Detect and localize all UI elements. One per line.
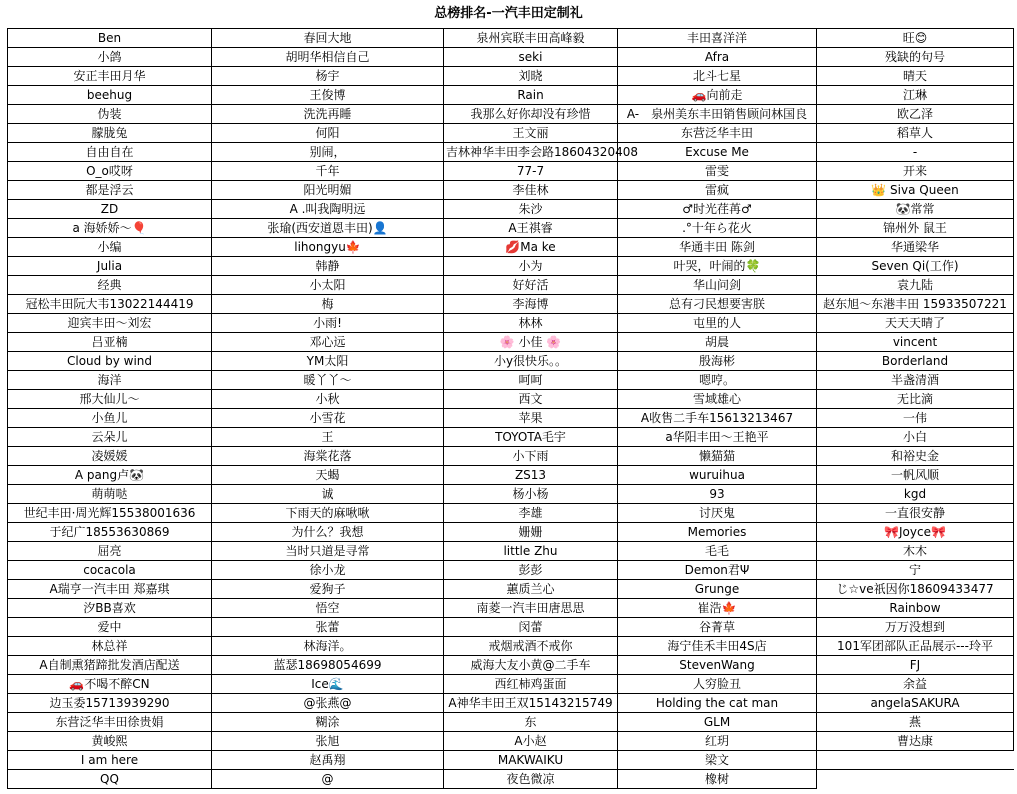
table-cell[interactable]: Cloud by wind: [8, 352, 212, 371]
ranking-table: [7, 28, 1014, 789]
table-cell[interactable]: 雪域雄心: [618, 390, 817, 409]
table-cell[interactable]: 小鱼儿: [8, 409, 212, 428]
table-cell[interactable]: 萌萌哒: [8, 485, 212, 504]
table-cell[interactable]: 下雨天的麻啾啾: [212, 504, 444, 523]
table-cell[interactable]: [817, 770, 1014, 789]
table-cell[interactable]: 小y很快乐。。: [444, 352, 618, 371]
table-cell[interactable]: a 海娇娇～🎈: [8, 219, 212, 238]
table-cell[interactable]: 张瑜(西安道恩丰田)👤: [212, 219, 444, 238]
table-cell[interactable]: 小鸽: [8, 48, 212, 67]
table-cell[interactable]: 胡晨: [618, 333, 817, 352]
table-cell[interactable]: 糊涂: [212, 713, 444, 732]
table-cell[interactable]: 谷菁草: [618, 618, 817, 637]
table-cell[interactable]: A .叫我陶明远: [212, 200, 444, 219]
table-cell[interactable]: TOYOTA毛宇: [444, 428, 618, 447]
table-row: [8, 542, 1014, 561]
table-cell[interactable]: @张燕@: [212, 694, 444, 713]
table-cell[interactable]: 林林: [444, 314, 618, 333]
table-cell[interactable]: Julia: [8, 257, 212, 276]
table-cell[interactable]: 诚: [212, 485, 444, 504]
table-cell[interactable]: 小雪花: [212, 409, 444, 428]
table-cell[interactable]: 悟空: [212, 599, 444, 618]
table-row: [8, 219, 1014, 238]
table-cell[interactable]: 戒烟戒酒不戒你: [444, 637, 618, 656]
table-cell[interactable]: Ice🌊: [212, 675, 444, 694]
table-cell[interactable]: wuruihua: [618, 466, 817, 485]
table-cell[interactable]: 天蝎: [212, 466, 444, 485]
table-cell[interactable]: 爱狗子: [212, 580, 444, 599]
table-cell[interactable]: 万万没想到: [817, 618, 1014, 637]
table-cell[interactable]: 红玥: [618, 732, 817, 751]
table-cell[interactable]: 101军团部队正品展示---玲平: [817, 637, 1014, 656]
table-cell[interactable]: 锦州外 鼠王: [817, 219, 1014, 238]
table-cell[interactable]: 橡树: [618, 770, 817, 789]
table-row: [8, 504, 1014, 523]
table-row: [8, 580, 1014, 599]
table-row: [8, 447, 1014, 466]
table-cell[interactable]: A- 泉州美东丰田销售顾问林国良: [618, 105, 817, 124]
table-cell[interactable]: 东: [444, 713, 618, 732]
table-cell[interactable]: Grunge: [618, 580, 817, 599]
table-cell[interactable]: 旺😊: [817, 29, 1014, 48]
table-cell[interactable]: 丰田喜洋洋: [618, 29, 817, 48]
table-cell[interactable]: 小雨!: [212, 314, 444, 333]
table-cell[interactable]: 刘晓: [444, 67, 618, 86]
table-cell[interactable]: 黄峻熙: [8, 732, 212, 751]
table-row: [8, 770, 1014, 789]
table-row: [8, 48, 1014, 67]
table-cell[interactable]: 千年: [212, 162, 444, 181]
table-cell[interactable]: 海宁佳禾丰田4S店: [618, 637, 817, 656]
table-cell[interactable]: 77-7: [444, 162, 618, 181]
table-cell[interactable]: 🚗不喝不醉CN: [8, 675, 212, 694]
table-cell[interactable]: 东营泛华丰田: [618, 124, 817, 143]
table-cell[interactable]: GLM: [618, 713, 817, 732]
table-row: [8, 732, 1014, 751]
table-cell[interactable]: Excuse Me: [618, 143, 817, 162]
table-row: [8, 238, 1014, 257]
table-row: [8, 637, 1014, 656]
table-cell[interactable]: 🚗向前走: [618, 86, 817, 105]
table-row: [8, 181, 1014, 200]
table-row: [8, 656, 1014, 675]
table-row: [8, 599, 1014, 618]
table-cell[interactable]: 宁: [817, 561, 1014, 580]
table-cell[interactable]: 汐BB喜欢: [8, 599, 212, 618]
table-cell[interactable]: 🎀Joyce🎀: [817, 523, 1014, 542]
table-cell[interactable]: Ben: [8, 29, 212, 48]
table-row: [8, 694, 1014, 713]
table-cell[interactable]: A王祺睿: [444, 219, 618, 238]
table-cell[interactable]: 北斗七星: [618, 67, 817, 86]
table-cell[interactable]: 屯里的人: [618, 314, 817, 333]
table-cell[interactable]: 小为: [444, 257, 618, 276]
table-cell[interactable]: 南菱一汽丰田唐思思: [444, 599, 618, 618]
table-cell[interactable]: StevenWang: [618, 656, 817, 675]
table-cell[interactable]: 我那么好你却没有珍惜: [444, 105, 618, 124]
table-cell[interactable]: 讨厌鬼: [618, 504, 817, 523]
table-cell[interactable]: 一伟: [817, 409, 1014, 428]
table-cell[interactable]: 李海博: [444, 295, 618, 314]
table-cell[interactable]: lihongyu🍁: [212, 238, 444, 257]
table-cell[interactable]: 袁九陆: [817, 276, 1014, 295]
table-cell[interactable]: 燕: [817, 713, 1014, 732]
table-cell[interactable]: -: [817, 143, 1014, 162]
table-row: [8, 124, 1014, 143]
table-cell[interactable]: 徐小龙: [212, 561, 444, 580]
table-cell[interactable]: 胡明华相信自己: [212, 48, 444, 67]
table-row: [8, 371, 1014, 390]
table-cell[interactable]: FJ: [817, 656, 1014, 675]
table-cell[interactable]: 邓心远: [212, 333, 444, 352]
table-row: [8, 29, 1014, 48]
table-cell[interactable]: 王俊博: [212, 86, 444, 105]
table-cell[interactable]: A神华丰田王双15143215749: [444, 694, 618, 713]
table-cell[interactable]: 赵禹翔: [212, 751, 444, 770]
table-cell[interactable]: 华通丰田 陈剑: [618, 238, 817, 257]
table-cell[interactable]: 小秋: [212, 390, 444, 409]
table-row: [8, 523, 1014, 542]
table-row: [8, 485, 1014, 504]
table-cell[interactable]: 泉州宾联丰田高峰毅: [444, 29, 618, 48]
table-cell[interactable]: 李雄: [444, 504, 618, 523]
table-cell[interactable]: 王文丽: [444, 124, 618, 143]
table-cell[interactable]: 苹果: [444, 409, 618, 428]
table-cell[interactable]: Demon君Ψ: [618, 561, 817, 580]
table-cell[interactable]: 一帆风顺: [817, 466, 1014, 485]
table-cell[interactable]: a华阳丰田～王艳平: [618, 428, 817, 447]
table-cell[interactable]: 🐼常常: [817, 200, 1014, 219]
table-cell[interactable]: じ☆ve祇因你18609433477: [817, 580, 1014, 599]
table-cell[interactable]: 东营泛华丰田徐贵娟: [8, 713, 212, 732]
table-cell[interactable]: A瑞亨一汽丰田 郑嘉琪: [8, 580, 212, 599]
table-cell[interactable]: 王: [212, 428, 444, 447]
table-cell[interactable]: 杨宇: [212, 67, 444, 86]
table-cell[interactable]: 屈亮: [8, 542, 212, 561]
table-cell[interactable]: ♂时光荏苒♂: [618, 200, 817, 219]
table-cell[interactable]: 好好活: [444, 276, 618, 295]
table-cell[interactable]: vincent: [817, 333, 1014, 352]
table-cell[interactable]: 张旭: [212, 732, 444, 751]
table-cell[interactable]: 93: [618, 485, 817, 504]
table-row: [8, 143, 1014, 162]
table-cell[interactable]: 于纪广18553630869: [8, 523, 212, 542]
table-cell[interactable]: 蓝瑟18698054699: [212, 656, 444, 675]
table-cell[interactable]: 和裕史金: [817, 447, 1014, 466]
table-cell[interactable]: 木木: [817, 542, 1014, 561]
table-row: [8, 466, 1014, 485]
table-cell[interactable]: 何阳: [212, 124, 444, 143]
table-row: [8, 295, 1014, 314]
table-cell[interactable]: 海棠花落: [212, 447, 444, 466]
table-cell[interactable]: 张蕾: [212, 618, 444, 637]
table-row: [8, 333, 1014, 352]
table-cell[interactable]: 梅: [212, 295, 444, 314]
table-cell[interactable]: angelaSAKURA: [817, 694, 1014, 713]
table-cell[interactable]: 梁文: [618, 751, 817, 770]
table-row: [8, 314, 1014, 333]
table-cell[interactable]: 总有刁民想要害朕: [618, 295, 817, 314]
table-cell[interactable]: 李佳林: [444, 181, 618, 200]
table-row: [8, 390, 1014, 409]
table-cell[interactable]: 无比滴: [817, 390, 1014, 409]
table-row: [8, 86, 1014, 105]
table-cell[interactable]: Memories: [618, 523, 817, 542]
table-cell[interactable]: 边玉委15713939290: [8, 694, 212, 713]
table-cell[interactable]: 林总祥: [8, 637, 212, 656]
table-cell[interactable]: 夜色微凉: [444, 770, 618, 789]
table-cell[interactable]: A小赵: [444, 732, 618, 751]
table-row: [8, 67, 1014, 86]
table-cell[interactable]: 安正丰田月华: [8, 67, 212, 86]
table-cell[interactable]: 晴天: [817, 67, 1014, 86]
table-cell[interactable]: 阳光明媚: [212, 181, 444, 200]
table-cell[interactable]: 赵东旭～东港丰田 15933507221: [817, 295, 1014, 314]
table-cell[interactable]: YM太阳: [212, 352, 444, 371]
table-row: [8, 675, 1014, 694]
table-cell[interactable]: 海洋: [8, 371, 212, 390]
table-cell[interactable]: 江琳: [817, 86, 1014, 105]
table-row: [8, 257, 1014, 276]
table-cell[interactable]: 曹达康: [817, 732, 1014, 751]
table-cell[interactable]: 别闹，: [212, 143, 444, 162]
table-cell[interactable]: 稻草人: [817, 124, 1014, 143]
table-cell[interactable]: 云朵儿: [8, 428, 212, 447]
table-cell[interactable]: 春回大地: [212, 29, 444, 48]
table-cell[interactable]: 天天天晴了: [817, 314, 1014, 333]
table-cell[interactable]: 爱中: [8, 618, 212, 637]
table-cell[interactable]: .°十年ら花火: [618, 219, 817, 238]
table-cell[interactable]: 💋Ma ke: [444, 238, 618, 257]
table-cell[interactable]: Rain: [444, 86, 618, 105]
table-cell[interactable]: 经典: [8, 276, 212, 295]
table-cell[interactable]: 邢大仙儿～: [8, 390, 212, 409]
table-cell[interactable]: A pang卢🐼: [8, 466, 212, 485]
table-cell[interactable]: Seven Qi(工作): [817, 257, 1014, 276]
table-cell[interactable]: 杨小杨: [444, 485, 618, 504]
table-cell[interactable]: 一直很安静: [817, 504, 1014, 523]
table-cell[interactable]: 为什么？我想: [212, 523, 444, 542]
table-cell[interactable]: 雷疯: [618, 181, 817, 200]
table-cell[interactable]: 迎宾丰田～刘宏: [8, 314, 212, 333]
table-cell[interactable]: 崔浩🍁: [618, 599, 817, 618]
table-cell[interactable]: 彭彭: [444, 561, 618, 580]
table-cell[interactable]: kgd: [817, 485, 1014, 504]
table-row: [8, 561, 1014, 580]
table-cell[interactable]: 人穷脸丑: [618, 675, 817, 694]
table-cell[interactable]: 凌媛媛: [8, 447, 212, 466]
table-row: [8, 713, 1014, 732]
table-row: [8, 200, 1014, 219]
table-cell[interactable]: Holding the cat man: [618, 694, 817, 713]
table-row: [8, 751, 1014, 770]
table-cell[interactable]: 小白: [817, 428, 1014, 447]
table-cell[interactable]: 当时只道是寻常: [212, 542, 444, 561]
table-cell[interactable]: 伪装: [8, 105, 212, 124]
table-cell[interactable]: @: [212, 770, 444, 789]
table-cell[interactable]: 毛毛: [618, 542, 817, 561]
table-cell[interactable]: Rainbow: [817, 599, 1014, 618]
table-cell[interactable]: 殷海彬: [618, 352, 817, 371]
table-cell[interactable]: beehug: [8, 86, 212, 105]
table-cell[interactable]: 吉林神华丰田李会路18604320408: [444, 143, 618, 162]
table-cell[interactable]: 威海大友小黄@二手车: [444, 656, 618, 675]
table-cell[interactable]: 雷雯: [618, 162, 817, 181]
table-cell[interactable]: 蕙质兰心: [444, 580, 618, 599]
table-cell[interactable]: Afra: [618, 48, 817, 67]
table-cell[interactable]: 小下雨: [444, 447, 618, 466]
table-cell[interactable]: Borderland: [817, 352, 1014, 371]
table-cell[interactable]: 华山问剑: [618, 276, 817, 295]
table-cell[interactable]: 👑 Siva Queen: [817, 181, 1014, 200]
table-cell[interactable]: 西文: [444, 390, 618, 409]
table-cell[interactable]: 冠松丰田阮大韦13022144419: [8, 295, 212, 314]
table-cell[interactable]: 半盏清酒: [817, 371, 1014, 390]
table-cell[interactable]: 余益: [817, 675, 1014, 694]
sheet-title: 总榜排名-一汽丰田定制礼: [434, 6, 583, 21]
table-cell[interactable]: seki: [444, 48, 618, 67]
table-cell[interactable]: A自制熏猪蹄批发酒店配送: [8, 656, 212, 675]
table-cell[interactable]: 欧乙泽: [817, 105, 1014, 124]
table-cell[interactable]: 姗姗: [444, 523, 618, 542]
table-cell[interactable]: 吕亚楠: [8, 333, 212, 352]
table-cell[interactable]: 呵呵: [444, 371, 618, 390]
table-cell[interactable]: [817, 751, 1014, 770]
table-row: [8, 162, 1014, 181]
table-cell[interactable]: cocacola: [8, 561, 212, 580]
table-row: [8, 352, 1014, 371]
table-row: [8, 618, 1014, 637]
table-cell[interactable]: 小编: [8, 238, 212, 257]
table-cell[interactable]: 自由自在: [8, 143, 212, 162]
table-cell[interactable]: MAKWAIKU: [444, 751, 618, 770]
table-cell[interactable]: 叶哭，叶闹的🍀: [618, 257, 817, 276]
table-row: [8, 276, 1014, 295]
table-cell[interactable]: 嗯哼。: [618, 371, 817, 390]
table-cell[interactable]: ZS13: [444, 466, 618, 485]
table-cell[interactable]: 🌸 小佳 🌸: [444, 333, 618, 352]
table-cell[interactable]: 林海洋。: [212, 637, 444, 656]
table-cell[interactable]: O_o哎呀: [8, 162, 212, 181]
table-row: [8, 105, 1014, 124]
table-cell[interactable]: 华通梁华: [817, 238, 1014, 257]
table-cell[interactable]: 闵蕾: [444, 618, 618, 637]
table-cell[interactable]: A收售二手车15613213467: [618, 409, 817, 428]
table-cell[interactable]: little Zhu: [444, 542, 618, 561]
table-cell[interactable]: 朦胧兔: [8, 124, 212, 143]
table-row: [8, 409, 1014, 428]
ranking-table-body: [8, 29, 1014, 789]
table-cell[interactable]: ZD: [8, 200, 212, 219]
table-cell[interactable]: 小太阳: [212, 276, 444, 295]
table-cell[interactable]: 洗洗再睡: [212, 105, 444, 124]
table-cell[interactable]: I am here: [8, 751, 212, 770]
table-cell[interactable]: 残缺的句号: [817, 48, 1014, 67]
table-cell[interactable]: 开来: [817, 162, 1014, 181]
table-cell[interactable]: 懒猫猫: [618, 447, 817, 466]
table-cell[interactable]: 韩静: [212, 257, 444, 276]
table-cell[interactable]: 朱沙: [444, 200, 618, 219]
table-cell[interactable]: 西红柿鸡蛋面: [444, 675, 618, 694]
table-cell[interactable]: 世纪丰田·周光辉15538001636: [8, 504, 212, 523]
table-cell[interactable]: 都是浮云: [8, 181, 212, 200]
table-cell[interactable]: QQ: [8, 770, 212, 789]
table-row: [8, 428, 1014, 447]
table-cell[interactable]: 暖丫丫～: [212, 371, 444, 390]
